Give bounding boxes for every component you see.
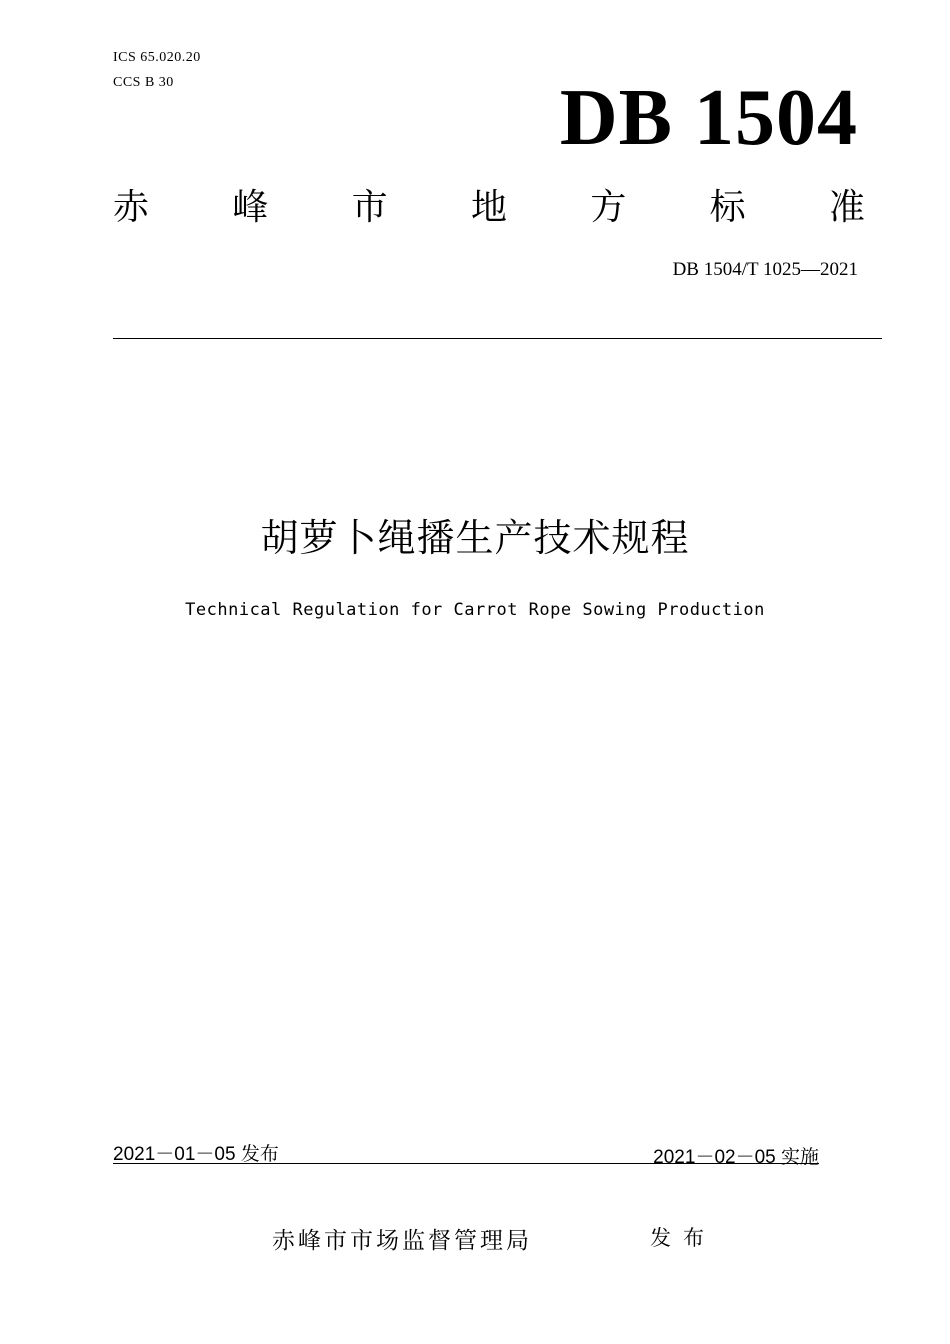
standard-type-char: 市 xyxy=(351,187,388,228)
standard-type-char: 方 xyxy=(590,187,627,228)
standard-type-char: 峰 xyxy=(232,187,269,228)
standard-type-char: 标 xyxy=(709,187,746,228)
title-english: Technical Regulation for Carrot Rope Sowing Production xyxy=(185,600,765,620)
standard-type xyxy=(113,186,865,230)
standard-code: DB 1504/T 1025—2021 xyxy=(672,259,858,280)
standard-type-char: 赤 xyxy=(113,187,150,228)
ccs-code: CCS B 30 xyxy=(113,75,174,90)
db-logo: DB 1504 xyxy=(559,74,858,162)
standard-type-char: 准 xyxy=(828,187,865,228)
ics-code: ICS 65.020.20 xyxy=(113,50,201,65)
title-chinese: 胡萝卜绳播生产技术规程 xyxy=(260,516,690,560)
header-divider xyxy=(113,338,882,339)
implementation-date: 2021－02－05 实施 xyxy=(653,1147,819,1168)
standard-type-char: 地 xyxy=(470,187,507,228)
footer-divider xyxy=(113,1163,819,1164)
issuer-name: 赤峰市市场监督管理局 xyxy=(272,1228,532,1254)
issue-label: 发布 xyxy=(650,1226,716,1250)
issue-date: 2021－01－05 发布 xyxy=(113,1144,279,1165)
